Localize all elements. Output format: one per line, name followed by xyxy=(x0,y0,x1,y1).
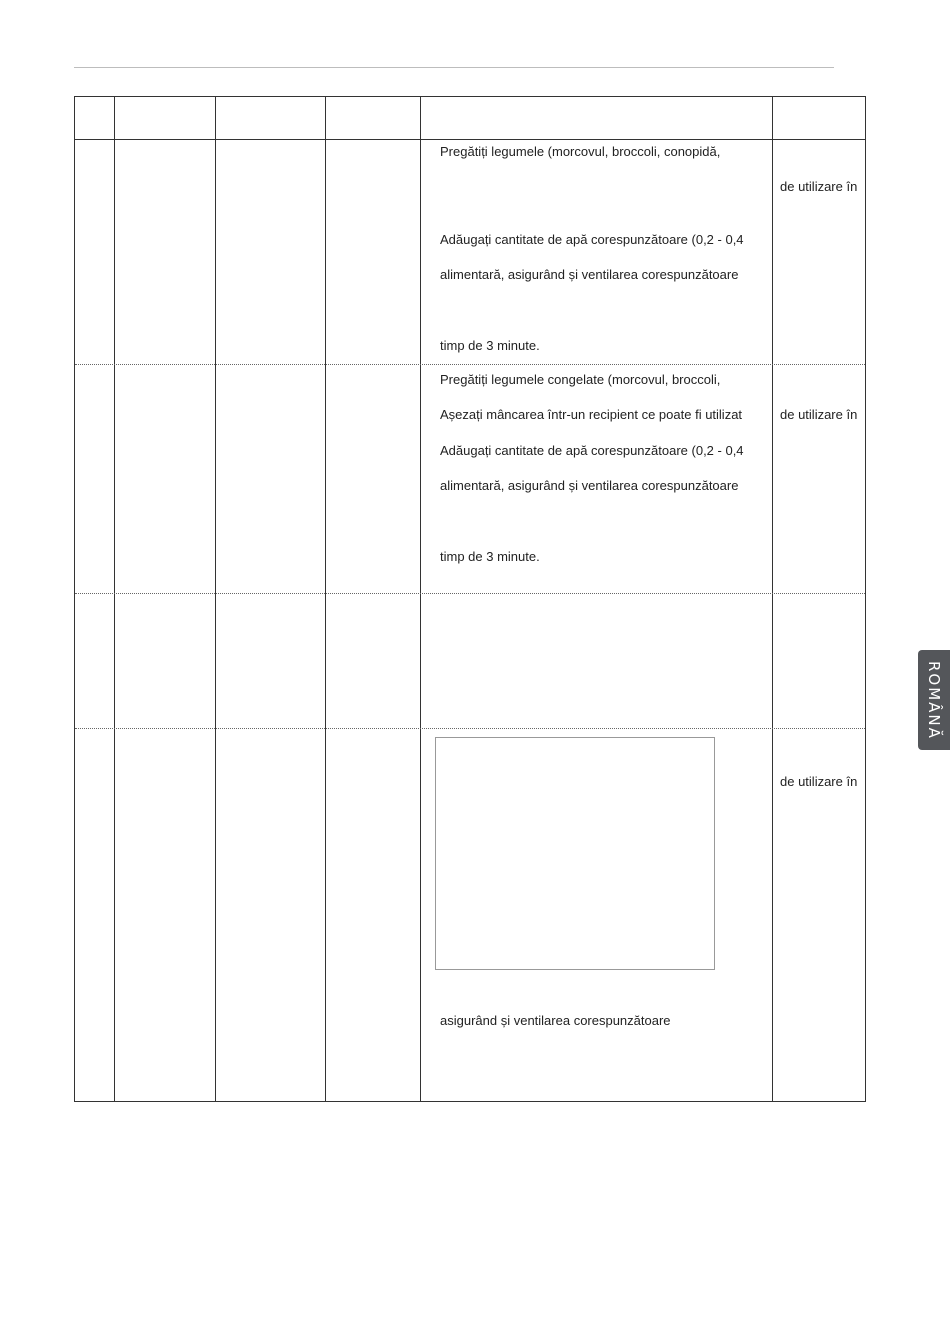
row2-instruction-line: timp de 3 minute. xyxy=(440,549,540,564)
row-separator xyxy=(75,364,865,365)
language-tab-label: ROMÂNĂ xyxy=(925,660,943,740)
row1-instruction-line: Adăugați cantitate de apă corespunzătoare (0,2 - 0,4 xyxy=(440,232,744,247)
margin-tick xyxy=(74,546,75,549)
column-divider xyxy=(114,97,115,1101)
row2-instruction-line: Adăugați cantitate de apă corespunzătoare (0,2 - 0,4 xyxy=(440,443,744,458)
column-divider xyxy=(325,97,326,1101)
row4-note: de utilizare în xyxy=(780,774,858,789)
row1-instruction-line: Pregătiți legumele (morcovul, broccoli, conopidă, xyxy=(440,144,721,159)
column-divider xyxy=(215,97,216,1101)
row2-instruction-line: Așezați mâncarea într-un recipient ce poate fi utilizat xyxy=(440,407,743,422)
row2-instruction-line: Pregătiți legumele congelate (morcovul, broccoli, xyxy=(440,372,721,387)
row2-instruction-line: alimentară, asigurând și ventilarea corespunzătoare xyxy=(440,478,739,493)
row2-note: de utilizare în xyxy=(780,407,858,422)
column-divider xyxy=(420,97,421,1101)
illustration-placeholder xyxy=(435,737,715,970)
row-separator xyxy=(75,728,865,729)
header-rule xyxy=(74,67,834,68)
row1-instruction-line: alimentară, asigurând și ventilarea corespunzătoare xyxy=(440,267,739,282)
language-tab xyxy=(918,650,950,750)
row1-instruction-line: timp de 3 minute. xyxy=(440,338,540,353)
row-separator xyxy=(75,593,865,594)
row4-instruction-line: asigurând și ventilarea corespunzătoare xyxy=(440,1013,671,1028)
column-divider xyxy=(772,97,773,1101)
cooking-guide-table xyxy=(74,96,866,1102)
row1-note: de utilizare în xyxy=(780,179,858,194)
table-header-row xyxy=(75,139,865,140)
